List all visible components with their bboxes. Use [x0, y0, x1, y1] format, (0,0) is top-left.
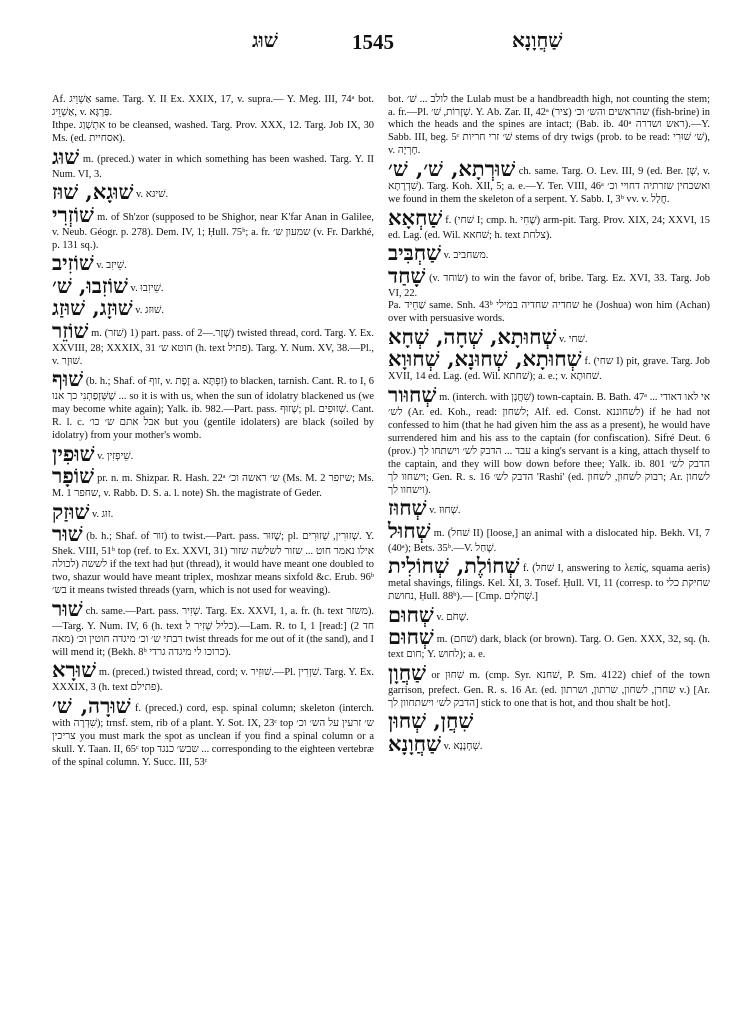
entry-headword: שׁוֹזֵר: [52, 317, 89, 343]
dictionary-entry: [52, 252, 374, 274]
page-number: 1545: [352, 30, 394, 54]
entry-headword: שׁוּזָג, שׁוּזַג: [52, 295, 133, 321]
entry-headword: שִׁחֲן, שְׁחוּן: [388, 708, 474, 734]
entry-text: m. (interch. with שִׁחֲנָן) town-captain. B. Bath. 47ᵃ אי לאו דאודי ... לש׳ (Ar. ed. Koh., read: לשחון; Alf. ed. Const. לשחוננא) if he had not confessed to him (that he had given him the ass as a present), he would have surrendered him and his ass to the captain (for confiscation). Sifré Deut. 6 (prov.) עבד ... הדבק לש׳ וישתחו לך a king's servant is a king, attach thyself to the captain, and they will bow down before thee; Yalk. ib. 801 הדבק לש׳ וישחוו לך; Gen. R. s. 16 הדבק לש׳ 'Rashi' (ed. רבוק לשחון, לשחון; Ar. לשחון וישחוו לך).: [388, 391, 710, 496]
entry-text: v. זוּג.: [91, 508, 114, 520]
entry-text: Af. אַשְׁוֵיג same. Targ. Y. II Ex. XXIX, 17, v. supra.— Y. Meg. III, 74ᵃ bot. אַשְׁוֵיג, v. פַּרְגָּא.: [52, 94, 374, 118]
running-head-right: שַׁחֲוָנָא: [512, 30, 563, 52]
entry-text: v. שׁיגּא.: [135, 189, 169, 201]
entry-headword: שְׁחוּם: [388, 624, 434, 650]
dictionary-entry: [388, 323, 710, 349]
entry-headword: שְׁחוּור: [388, 381, 437, 407]
dictionary-entry: [52, 498, 374, 524]
entry-text: Pa. שַׁחֵיד same. Snh. 43ᵇ שחדיה שחדיה במילי he (Joshua) won him (Achan) over with persuasive words.: [388, 300, 710, 324]
entry-headword: שׁוּר: [52, 521, 83, 547]
entry-headword: שְׁחוּל: [388, 517, 431, 543]
left-column: [52, 94, 374, 769]
entry-headword: שׁוּג: [52, 143, 80, 169]
dictionary-entry: [52, 201, 375, 252]
entry-headword: שׁוּרְתָא, שׁ׳, שׁ׳: [388, 156, 516, 182]
dictionary-entry: [52, 297, 374, 319]
entry-headword: שְׁחוֹלֶת, שְׁחוֹלִית: [388, 553, 520, 579]
entry-headword: שְׁחוּתָא, שְׁחָה, שְׁחָא: [388, 323, 557, 349]
entry-text: m. of Sh'zor (supposed to be Shighor, near K'far Anan in Galilee, v. Neub. Géogr. p. 278). Dem. IV, 1; Ḥull. 75ᵇ; a. fr. שמעון ש׳ (v. Fr. Darkhé, p. 131 sq.).: [52, 211, 375, 251]
entry-headword: שׁוּזַק: [52, 498, 90, 524]
entry-headword: שְׁחוּם: [388, 601, 434, 627]
dictionary-entry: [388, 626, 710, 661]
dictionary-entry: [388, 497, 710, 519]
entry-headword: שְׁחוּז: [388, 495, 427, 521]
entry-text: v. שֵׁיזִבוּ.: [130, 282, 164, 294]
dictionary-entry: [52, 143, 374, 181]
dictionary-entry: [388, 242, 710, 264]
dictionary-entry: [52, 440, 374, 466]
dictionary-entry: [388, 517, 710, 555]
entry-headword: שַׁחֲוָן: [388, 659, 427, 685]
entry-text: m. (שׁזר) 1) part. pass. of שָׁזַר.—2) twisted thread, cord. Targ. Y. Ex. XXVIII, 28; XXXIX, 31 חוטא ש׳ (h. text פתיל). Targ. Y. Num. XV, 38.—Pl., v. שׁוּזָר.: [52, 327, 374, 367]
entry-headword: שׁוּר: [52, 595, 83, 621]
dictionary-entry: [388, 204, 710, 242]
entry-headword: שׁוֹזְרִי: [52, 201, 94, 227]
entry-headword: שׁוּף: [52, 366, 84, 392]
entry-headword: שׁוֹפָר: [52, 463, 94, 489]
entry-text: v. שׁוּזג.: [135, 305, 164, 317]
dictionary-entry: [52, 181, 374, 203]
entry-headword: שַׁחֲוָנָא: [388, 730, 441, 756]
entry-text: v. שְׁחָנָנָא.: [443, 740, 483, 752]
dictionary-entry: [52, 523, 374, 597]
dictionary-entry: [388, 730, 710, 756]
entry-headword: שׁוּרָא: [52, 657, 97, 683]
entry-headword: שׁוֹזִיב: [52, 250, 94, 276]
entry-headword: שָׁחַד: [388, 262, 426, 288]
entry-text: m. (preced.) twisted thread, cord; v. שׁוּזִיר.—Pl. שִׁזְרִין. Targ. Y. Ex. XXXIX, 3 (h. text פתילם).: [52, 667, 374, 694]
dictionary-entry: [52, 595, 375, 659]
dictionary-entry: [388, 158, 710, 206]
entry-text: f. (שׁחי I; cmp. h. שֶׁחִי) arm-pit. Targ. Prov. XIX, 24; XXVI, 15 ed. Lag. (ed. Wil. שׁחאא; h. text צלחת).: [388, 214, 710, 241]
entry-headword: שׁוּרָה, שׁ׳: [52, 692, 131, 718]
dictionary-entry: [388, 601, 710, 627]
entry-text: m. (שׁחל II) [loose,] an animal with a dislocated hip. Bekh. VI, 7 (40ᵃ); Bets. 35ᵇ.—V. שָׁחַל.: [388, 527, 710, 554]
dictionary-entry: [388, 381, 710, 497]
dictionary-entry: [388, 555, 710, 603]
dictionary-entry: [388, 262, 710, 300]
dictionary-entry: [388, 710, 710, 732]
dictionary-entry: [52, 368, 374, 442]
entry-headword: שַׁחְאָא: [388, 204, 443, 230]
entry-text: v. שְׁחוּז.: [429, 505, 461, 517]
dictionary-entry: [388, 300, 710, 325]
entry-text: v. שֵׁיפְזִין.: [97, 450, 134, 462]
running-head-left: שׁוּג: [252, 30, 278, 52]
entry-text: ch. same.—Part. pass. שְׁזִיר. Targ. Ex. XXVI, 1, a. fr. (h. text משזר).—Targ. Y. Num. IV, 6 (h. text כליל שְׁזִיר ל).—Lam. R. to I, 1 [read:] (2 חד מאה) רבתי ש׳ וכ׳ מיגדה חוטין וכ׳ twist threads for me out of it (the sand), and I will mend it; (Bekh. 8ᵇ כרוכו לי מיגדה גרדי).: [52, 605, 375, 658]
entry-headword: שׁוּגָא, שׁוּז: [52, 179, 134, 205]
entry-text: ch. same. Targ. O. Lev. III, 9 (ed. Ber. שְׁזָ, v. שִׁדְרָתָא). Targ. Koh. XII, 5; a. e.—Y. Ter. VIII, 46ᵃ ואשכחין שזרתיה דחויי וכ׳ we found in them the skeleton of a serpent. Y. Sabb. I, 3ᵇ vv. v. חֲלַל.: [388, 166, 710, 206]
dictionary-entry: [52, 94, 374, 119]
entry-headword: שַׁחְבִּיב: [388, 240, 442, 266]
entry-text: (b. h.; Shaf. of זוף, v. זֶפֶת a. זִפְתָּא) to blacken, tarnish. Cant. R. to I, 6 שֶׁשְּׁזָפַתְנִי כך אנו ... so it is with us, when the sun of idolatry blackened us (we may become white again); Yalk. ib. 982.—Part. pass. שָׁזוּף; pl. שְׁזוּפִים. Cant. R. l. c. אבל אתם ש׳ כו׳ but you (gentile idolaters) are black (soiled by idolatry) from your mother's womb.: [52, 376, 375, 442]
dictionary-entry: [388, 94, 710, 158]
dictionary-entry: [52, 659, 374, 694]
entry-text: v. שֵׁיזִב.: [96, 260, 127, 272]
dictionary-entry: [388, 348, 710, 383]
entry-text: f. (preced.) cord, esp. spinal column; skeleton (interch. with שִׁדְרָה); trnsf. stem, rib of a plant. Y. Sot. IX, 23ᶜ top ש׳ זרעין על הש׳ וכ׳ צריכין you must mark the spot as unclean if you find a spinal column or a skull. Y. Taan. II, 65ᶜ top שבש׳ כנגד ... corresponding to the eighteen vertebræ of the spinal column. Y. Succ. III, 53ᶜ: [52, 702, 374, 768]
entry-headword: שְׁחוּתָא, שְׁחוּנָא, שְׁחוּוָא: [388, 346, 582, 372]
dictionary-entry: [52, 317, 374, 368]
entry-headword: שׁוֹזִבוּ, שׁ׳: [52, 272, 128, 298]
dictionary-entry: [52, 465, 374, 500]
entry-text: f. (שׁחל I, answering to λεπίς, squama aeris) metal shavings, filings. Kel. XI, 3. Tosef. Ḥull. VI, 11 (corresp. to שחיקת כלי נחושת, Ḥull. 88ᵇ).— [Cmp. שְׁחֹלַיִם.]: [388, 563, 710, 603]
entry-text: (v. שׂוחד) to win the favor of, bribe. Targ. Ez. XVI, 33. Targ. Job VI, 22.: [388, 272, 710, 299]
dictionary-entry: [52, 120, 374, 145]
entry-text: v. משחביב.: [443, 250, 489, 262]
entry-text: m. (preced.) water in which something has been washed. Targ. Y. II Num. VI, 3.: [52, 153, 374, 180]
entry-text: Ithpe. אִתְשְׁוַג to be cleansed, washed. Targ. Prov. XXX, 12. Targ. Job IX, 30 Ms. (ed. אסחיית).: [52, 119, 375, 144]
dictionary-entry: [388, 659, 710, 710]
entry-text: bot. לולב ... שׁ׳ the Lulab must be a handbreadth high, not counting the stem; a. fr.—Pl. שְׁזָרוֹת, שׁ׳. Y. Ab. Zar. II, 42ᵃ (ציר) שהראשים והש׳ וכ׳ (fish-brine) in which the heads and the spines are intact; (Bab. ib. 40ᵃ ראש ושדרה).—Y. Sabb. III, beg. 5ᶜ שׁ׳ זרי חריות stems of dry twigs (prob. to be read: שׁ׳ שׁוּרִי), v. חָרְיָה.: [388, 94, 710, 156]
right-column: [388, 94, 710, 755]
entry-text: pr. n. m. Shizpar. R. Hash. 22ᵃ ש׳ ראשה וכ׳ (Ms. M. 2 שיזפר; Ms. M. 1 שחפר, v. Rabb. D. S. a. l. note) Sh. the magistrate of Geder.: [52, 473, 375, 500]
entry-text: v. שָׁחֹם.: [436, 611, 469, 623]
entry-text: or שִׁחוּן m. (cmp. Syr. שׁחנא, P. Sm. 4122) chief of the town garrison, prefect. Gen. R. s. 16 Ar. (ed. שחרן, לשחון, שרתון, ושרתון v.) [Ar. הדבק לש׳ וישתחוון לך] stick to one that is hot, and thou shalt be hot].: [388, 669, 710, 709]
entry-text: f. (שחי I) pit, grave. Targ. Job XVII, 14 ed. Lag. (ed. Wil. שׁחתא); a. e.; v. שׁחוּתָא.: [388, 356, 710, 383]
entry-headword: שׁוּפִין: [52, 440, 95, 466]
dictionary-entry: [52, 272, 374, 298]
entry-text: m. (שׁחם) dark, black (or brown). Targ. O. Gen. XXX, 32, sq. (h. text חום; Y. לחוש); a. e.: [388, 634, 710, 661]
entry-text: (b. h.; Shaf. of זור) to twist.—Part. pass. שָׁזוּר; pl. שְׁזוּרִין, שְׁזוּרִים. Y. Shek. VIII, 51ᵇ top (ref. to Ex. XXVI, 31) אילו נאמר חוט ... שזור לשלשה שזור לששה (לכולה if the text had ḥut (thread), it would have meant one doubled to two, shazur would have meant triplex, moshzar means sixfold &c. Erub. 96ᵇ בש׳ it means twisted threads (yarn, which is not used for weaving).: [52, 531, 375, 597]
entry-text: v. שׁחי.: [558, 333, 588, 345]
dictionary-entry: [52, 692, 374, 769]
